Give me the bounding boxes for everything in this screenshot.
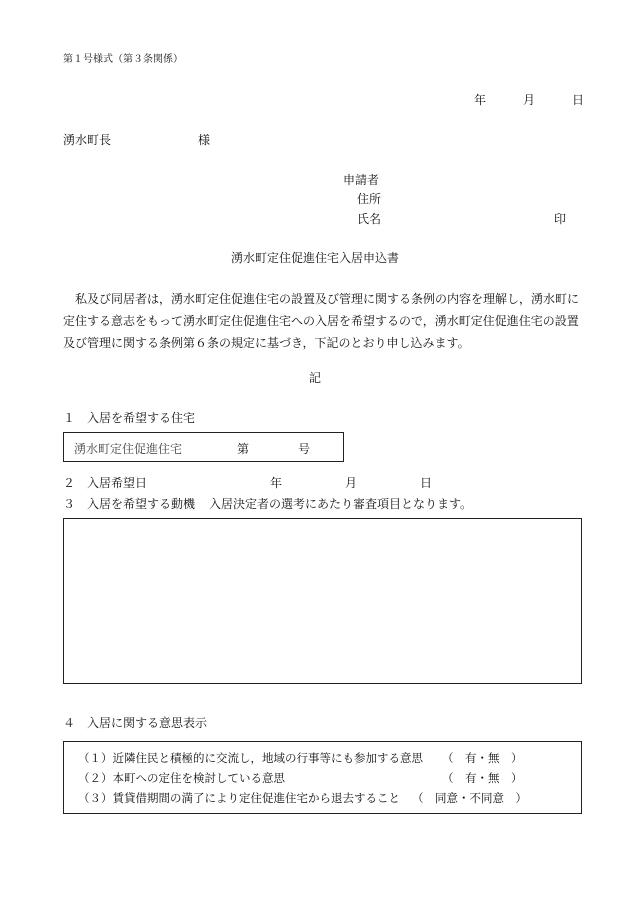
intent-item-1: （１）近隣住民と積極的に交流し，地域の行事等にも参加する意思 [78, 751, 423, 765]
body-paragraph: 私及び同居者は，湧水町定住促進住宅の設置及び管理に関する条例の内容を理解し，湧水町に定住する意志をもって湧水町定住促進住宅への入居を希望するので，湧水町定住促進住宅の設置及び管理に関する条例第６条の規定に基づき，下記のとおり申し込みます。 [63, 292, 580, 350]
housing-name: 湧水町定住促進住宅 [74, 442, 183, 456]
intent-choice-2[interactable]: （ 有・無 ） [442, 771, 523, 785]
form-number: 第１号様式（第３条関係） [63, 54, 183, 65]
intent-choice-3[interactable]: （ 同意・不同意 ） [412, 791, 527, 805]
page-title: 湧水町定住促進住宅入居申込書 [230, 251, 399, 265]
move-in-year: 年 [270, 476, 283, 490]
section4-label: ４ 入居に関する意思表示 [63, 716, 208, 730]
move-in-month: 月 [345, 476, 358, 490]
housing-gou: 号 [298, 442, 311, 456]
section3-label: ３ 入居を希望する動機 [63, 497, 196, 511]
intent-choice-1[interactable]: （ 有・無 ） [442, 751, 523, 765]
ki-mark: 記 [308, 371, 321, 385]
intent-item-3: （３）賃貸借期間の満了により定住促進住宅から退去すること [78, 791, 400, 805]
housing-box [63, 432, 344, 462]
date-year-label: 年 [474, 93, 487, 107]
motive-textarea[interactable] [63, 518, 582, 684]
name-label: 氏名 [357, 212, 382, 226]
addressee-name: 湧水町長 [63, 133, 112, 147]
section1-label: １ 入居を希望する住宅 [63, 411, 196, 425]
section3-note: 入居決定者の選考にあたり審査項目となります。 [209, 497, 473, 511]
date-day-label: 日 [572, 93, 585, 107]
move-in-day: 日 [420, 476, 433, 490]
intent-box [63, 741, 582, 814]
applicant-heading: 申請者 [343, 173, 380, 187]
seal-mark: 印 [554, 212, 567, 226]
section2-label: ２ 入居希望日 [63, 476, 148, 490]
intent-item-2: （２）本町への定住を検討している意思 [78, 771, 285, 785]
date-month-label: 月 [523, 93, 536, 107]
address-label: 住所 [357, 192, 382, 206]
housing-dai: 第 [237, 442, 250, 456]
addressee-honorific: 様 [198, 133, 211, 147]
